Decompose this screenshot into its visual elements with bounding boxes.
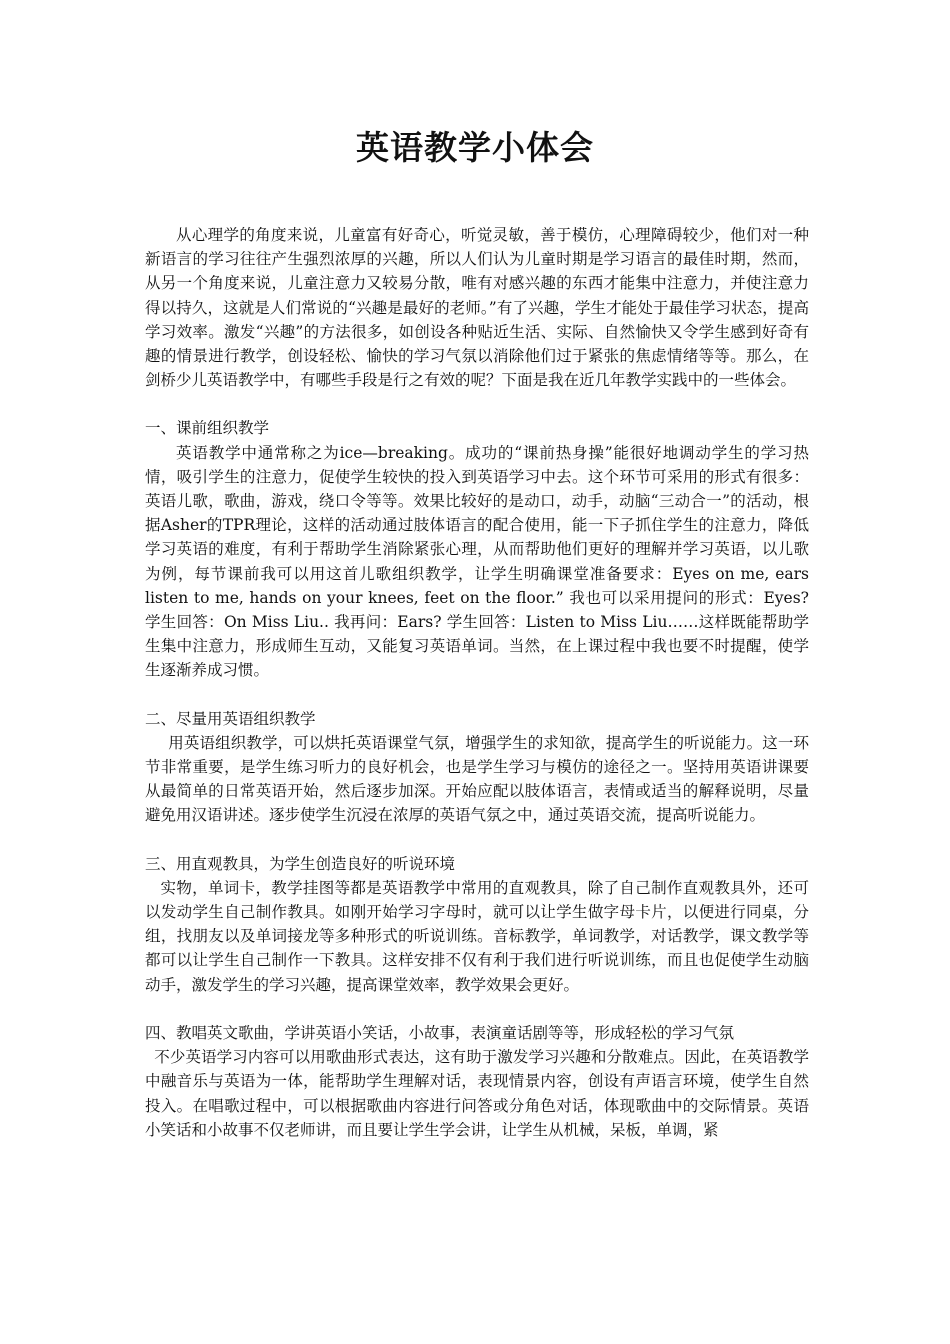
section-paragraph-2: 用英语组织教学，可以烘托英语课堂气氛，增强学生的求知欲，提高学生的听说能力。这一环节非常重要，是学生练习听力的良好机会，也是学生学习与模仿的途径之一。坚持用英语讲课要从最简单的日常英语开始，然后逐步加深。开始应配以肢体语言，表情或适当的解释说明，尽量避免用汉语讲述。逐步使学生沉浸在浓厚的英语气氛之中，通过英语交流，提高听说能力。 (145, 733, 809, 825)
section-heading-1: 一、课前组织教学 (145, 419, 270, 438)
section-heading-2: 二、尽量用英语组织教学 (145, 709, 316, 728)
section-heading-4: 四、教唱英文歌曲，学讲英语小笑话，小故事，表演童话剧等等，形成轻松的学习气氛 (145, 1023, 735, 1042)
section-paragraph-1: 英语教学中通常称之为ice—breaking。成功的“课前热身操”能很好地调动学生的学习热情，吸引学生的注意力，促使学生较快的投入到英语学习中去。这个环节可采用的形式有很多：英语儿歌，歌曲，游戏，绕口令等等。效果比较好的是动口，动手，动脑“三动合一”的活动，根据Asher的TPR理论，这样的活动通过肢体语言的配合使用，能一下子抓住学生的注意力，降低学习英语的难度，有利于帮助学生消除紧张心理，从而帮助他们更好的理解并学习英语，以儿歌为例，每节课前我可以用这首儿歌组织教学，让学生明确课堂准备要求：Eyes on me, ears listen to me, hands on your knees, feet on the floor.” 我也可以采用提问的形式：Eyes? 学生回答：On Miss Liu.. 我再问：Ears? 学生回答：Listen to Miss Liu……这样既能帮助学生集中注意力，形成师生互动，又能复习英语单词。当然，在上课过程中我也要不时提醒，使学生逐渐养成习惯。 (145, 443, 809, 680)
document-title: 英语教学小体会 (356, 128, 594, 167)
section-paragraph-3: 实物，单词卡，教学挂图等都是英语教学中常用的直观教具，除了自己制作直观教具外，还可以发动学生自己制作教具。如刚开始学习字母时，就可以让学生做字母卡片，以便进行同桌，分组，找朋友以及单词接龙等多种形式的听说训练。音标教学，单词教学，对话教学，课文教学等都可以让学生自己制作一下教具。这样安排不仅有利于我们进行听说训练，而且也促使学生动脑动手，激发学生的学习兴趣，提高课堂效率，教学效果会更好。 (145, 878, 809, 994)
section-paragraph-4: 不少英语学习内容可以用歌曲形式表达，这有助于激发学习兴趣和分散难点。因此，在英语教学中融音乐与英语为一体，能帮助学生理解对话，表现情景内容，创设有声语言环境，使学生自然投入。在唱歌过程中，可以根据歌曲内容进行问答或分角色对话，体现歌曲中的交际情景。英语小笑话和小故事不仅老师讲，而且要让学生学会讲，让学生从机械，呆板，单调，紧 (145, 1048, 809, 1139)
intro-paragraph: 从心理学的角度来说，儿童富有好奇心，听觉灵敏，善于模仿，心理障碍较少，他们对一种新语言的学习往往产生强烈浓厚的兴趣，所以人们认为儿童时期是学习语言的最佳时期，然而，从另一个角度来说，儿童注意力又较易分散，唯有对感兴趣的东西才能集中注意力，并使注意力得以持久，这就是人们常说的“兴趣是最好的老师。”有了兴趣，学生才能处于最佳学习状态，提高学习效率。激发“兴趣”的方法很多，如创设各种贴近生活、实际、自然愉快又令学生感到好奇有趣的情景进行教学，创设轻松、愉快的学习气氛以消除他们过于紧张的焦虑情绪等等。那么，在剑桥少儿英语教学中，有哪些手段是行之有效的呢？下面是我在近几年教学实践中的一些体会。 (145, 226, 809, 390)
document-body (145, 223, 809, 1142)
section-heading-3: 三、用直观教具，为学生创造良好的听说环境 (145, 854, 456, 873)
